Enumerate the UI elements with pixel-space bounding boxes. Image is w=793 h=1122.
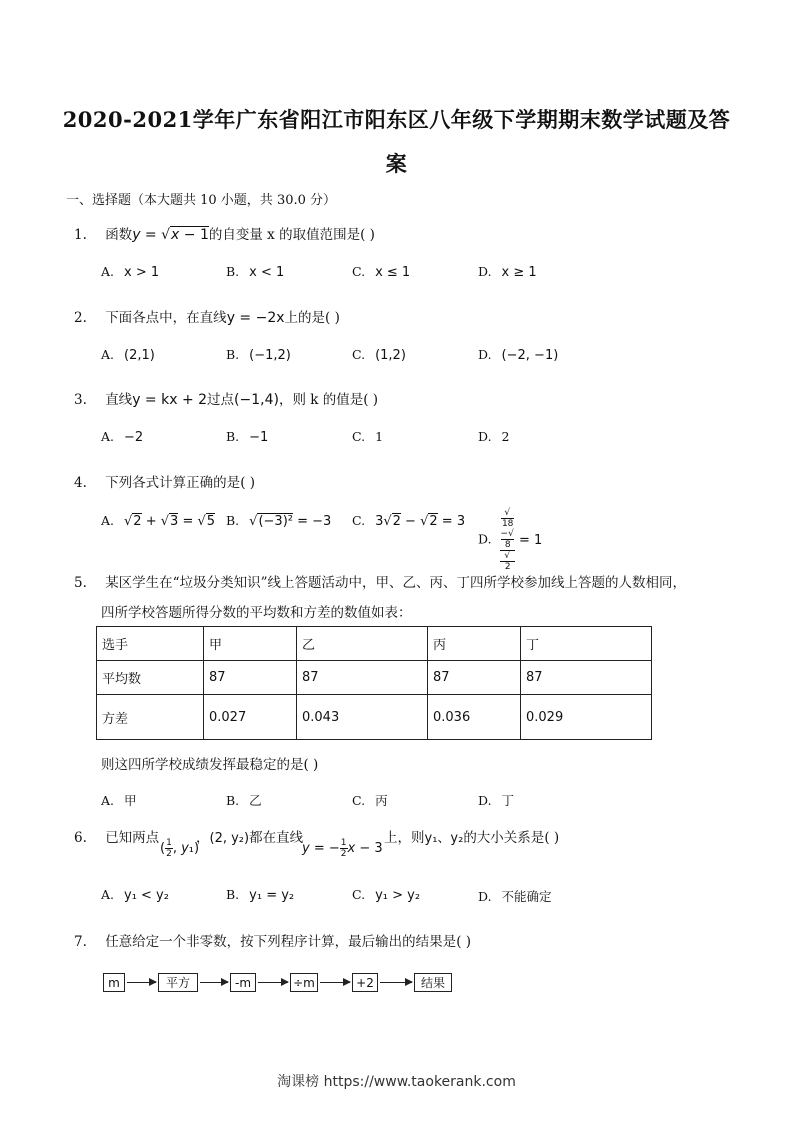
- q4-option-d[interactable]: D. √ 18 −√ 8 √ 2 = 1: [478, 508, 543, 572]
- q3-option-b[interactable]: B. −1: [226, 429, 269, 445]
- flow-arrow: [320, 982, 350, 983]
- q4-option-b[interactable]: B. √(−3)² = −3: [226, 513, 332, 529]
- q3-option-d[interactable]: D. 2: [478, 429, 510, 444]
- question-5-line2: 四所学校答题所得分数的平均数和方差的数值如表：: [101, 605, 412, 621]
- flow-box-square: 平方: [158, 973, 198, 992]
- question-number: 5.: [74, 575, 87, 591]
- question-number: 4.: [74, 475, 87, 491]
- page-title-continued: 案: [385, 151, 408, 176]
- table-row: 平均数 87 87 87 87: [97, 661, 652, 695]
- question-1: 1. 函数y = √x − 1的自变量 x 的取值范围是( ): [74, 227, 375, 243]
- q6-option-b[interactable]: B. y₁ = y₂: [226, 887, 295, 903]
- flow-box-input: m: [103, 973, 125, 992]
- q6-option-a[interactable]: A. y₁ < y₂: [101, 887, 169, 903]
- formula: y = −2x: [226, 310, 285, 326]
- question-number: 2.: [74, 310, 87, 326]
- q2-option-b[interactable]: B. (−1,2): [226, 347, 291, 363]
- page-title: 2020-2021学年广东省阳江市阳东区八年级下学期期末数学试题及答: [62, 107, 731, 132]
- q5-option-a[interactable]: A. 甲: [101, 793, 137, 808]
- flow-arrow: [200, 982, 228, 983]
- flow-arrow: [127, 982, 156, 983]
- q5-option-c[interactable]: C. 丙: [352, 793, 388, 808]
- q2-option-a[interactable]: A. (2,1): [101, 347, 155, 363]
- question-6-tail: 上，则y₁、y₂的大小关系是( ): [384, 830, 560, 846]
- question-number: 3.: [74, 392, 87, 408]
- q1-option-c[interactable]: C. x ≤ 1: [352, 264, 411, 280]
- q3-option-a[interactable]: A. −2: [101, 429, 144, 445]
- flow-box-minus-m: -m: [230, 973, 256, 992]
- q3-option-c[interactable]: C. 1: [352, 429, 384, 444]
- flow-box-divide-m: ÷m: [290, 973, 318, 992]
- q1-option-b[interactable]: B. x < 1: [226, 264, 285, 280]
- q4-option-a[interactable]: A. √2 + √3 = √5: [101, 513, 216, 529]
- section-header: 一、选择题（本大题共 10 小题，共 30.0 分）: [66, 193, 337, 208]
- table-row: 方差 0.027 0.043 0.036 0.029: [97, 695, 652, 740]
- question-6-mid: ，(2, y₂)都在直线: [196, 830, 304, 846]
- question-2: 2. 下面各点中，在直线y = −2x上的是( ): [74, 310, 340, 326]
- question-6: 6. 已知两点: [74, 830, 160, 846]
- formula: y = kx + 2: [132, 392, 208, 408]
- score-table: [96, 626, 652, 740]
- flow-box-plus-2: +2: [352, 973, 378, 992]
- q6-option-d[interactable]: D. 不能确定: [478, 889, 552, 904]
- flow-box-result: 结果: [414, 973, 452, 992]
- question-3: 3. 直线y = kx + 2过点(−1,4)，则 k 的值是( ): [74, 392, 379, 408]
- q5-option-d[interactable]: D. 丁: [478, 793, 515, 808]
- question-5: 5. 某区学生在“垃圾分类知识”线上答题活动中，甲、乙、丙、丁四所学校参加线上答题的人数相同，: [74, 575, 686, 591]
- question-number: 1.: [74, 227, 87, 243]
- q1-option-a[interactable]: A. x > 1: [101, 264, 160, 280]
- line-formula: y = − $\frac{1}{2}$ x − 3: [302, 838, 383, 859]
- q2-option-d[interactable]: D. (−2, −1): [478, 347, 559, 363]
- q5-option-b[interactable]: B. 乙: [226, 793, 262, 808]
- question-4: 4. 下列各式计算正确的是( ): [74, 475, 256, 491]
- table-row: 选手 甲 乙 丙 丁: [97, 627, 652, 661]
- point: (−1,4): [234, 392, 279, 408]
- flow-arrow: [380, 982, 412, 983]
- question-5-prompt: 则这四所学校成绩发挥最稳定的是( ): [101, 757, 319, 773]
- question-7: 7. 任意给定一个非零数，按下列程序计算，最后输出的结果是( ): [74, 934, 472, 950]
- point-1: ( $\frac{1}{2}$ , y₁): [160, 838, 200, 859]
- question-number: 6.: [74, 830, 87, 846]
- formula: y = √x − 1: [132, 227, 209, 243]
- q4-option-c[interactable]: C. 3√2 − √2 = 3: [352, 513, 466, 529]
- q6-option-c[interactable]: C. y₁ > y₂: [352, 887, 421, 903]
- q1-option-d[interactable]: D. x ≥ 1: [478, 264, 537, 280]
- footer-watermark: 淘课榜 https://www.taokerank.com: [277, 1074, 516, 1090]
- question-number: 7.: [74, 934, 87, 950]
- flow-arrow: [258, 982, 288, 983]
- q2-option-c[interactable]: C. (1,2): [352, 347, 406, 363]
